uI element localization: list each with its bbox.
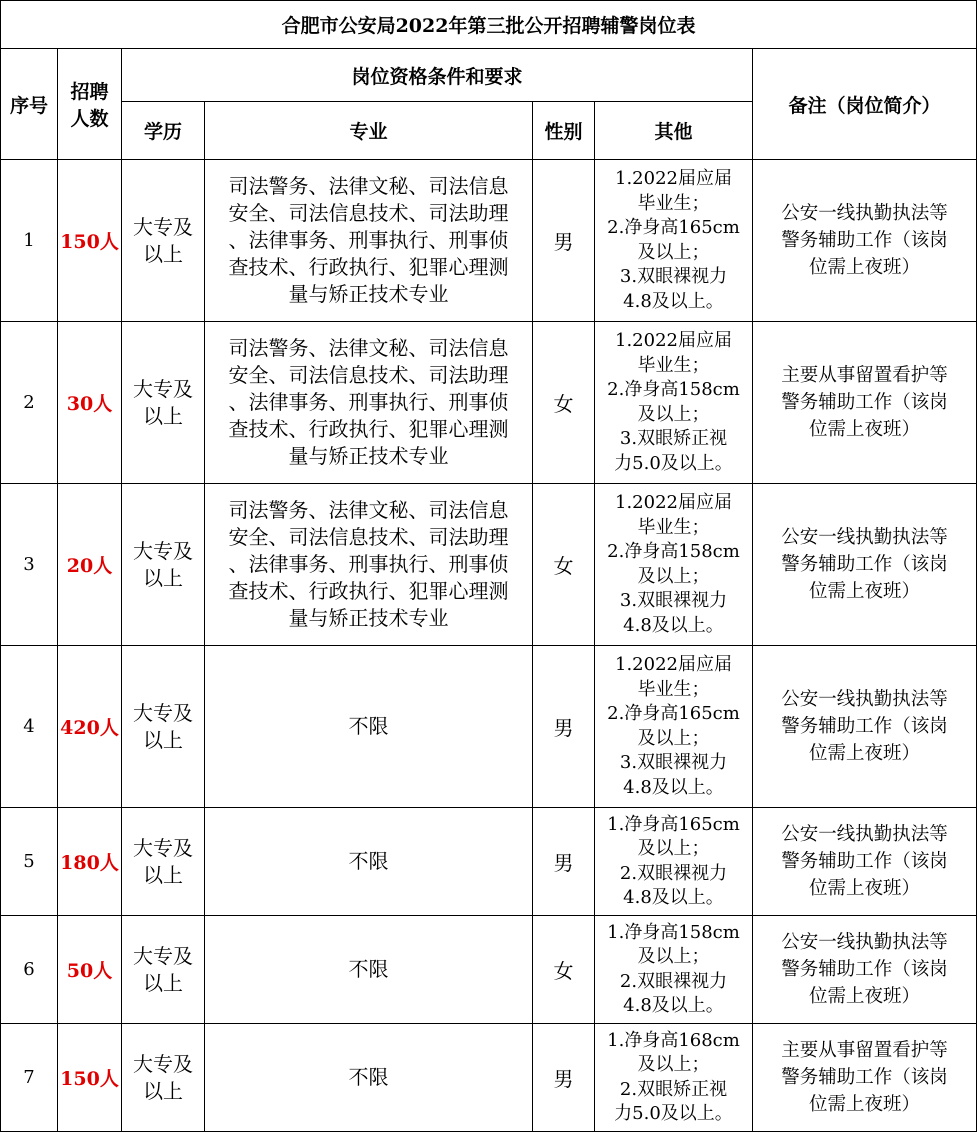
cell-education: [122, 808, 205, 916]
cell-other: [595, 916, 753, 1024]
cell-major-line: 查技术、行政执行、犯罪心理测: [228, 579, 509, 603]
cell-major: [205, 322, 533, 484]
cell-count: 50人: [58, 916, 122, 1024]
cell-major-line: 、法律事务、刑事执行、刑事侦: [228, 228, 509, 252]
cell-education-line: 以上: [143, 727, 183, 752]
cell-education-line: 以上: [143, 970, 183, 995]
cell-other-line: 1.2022届应届: [615, 168, 732, 189]
cell-other-line: 2.净身高158cm: [607, 379, 740, 400]
cell-education: [122, 646, 205, 808]
cell-other-line: 力5.0及以上。: [614, 1103, 733, 1124]
cell-seq: 6: [1, 916, 58, 1024]
cell-remarks-line: 位需上夜班）: [809, 257, 921, 278]
cell-major: [205, 916, 533, 1024]
cell-major-line: 司法警务、法律文秘、司法信息: [228, 498, 509, 522]
header-remarks: 备注（岗位简介）: [753, 49, 977, 160]
cell-count: 20人: [58, 484, 122, 646]
cell-other-line: 4.8及以上。: [623, 887, 724, 908]
cell-other-line: 2.双眼矫正视: [619, 1078, 728, 1100]
cell-remarks-line: 主要从事留置看护等: [781, 1040, 948, 1061]
header-count: [58, 49, 122, 160]
cell-other-line: 及以上；: [637, 1054, 710, 1075]
header-row-group: [1, 49, 977, 102]
cell-major-line: 不限: [348, 714, 389, 738]
cell-other-line: 3.双眼裸视力: [619, 752, 728, 773]
cell-major: [205, 484, 533, 646]
cell-remarks: [753, 808, 977, 916]
cell-remarks-line: 公安一线执勤执法等: [781, 689, 948, 710]
cell-other-line: 2.双眼裸视力: [619, 862, 728, 884]
cell-other-line: 2.净身高165cm: [607, 703, 740, 724]
cell-education-line: 大专及: [133, 1051, 193, 1076]
cell-other-line: 2.净身高158cm: [607, 541, 740, 562]
cell-other: [595, 646, 753, 808]
header-count-line1: 招聘: [70, 81, 109, 103]
cell-remarks-line: 位需上夜班）: [809, 743, 921, 764]
table-row: [1, 322, 977, 484]
cell-count: 180人: [58, 808, 122, 916]
cell-seq: 7: [1, 1024, 58, 1132]
cell-other-line: 毕业生；: [637, 354, 710, 376]
cell-major-line: 不限: [348, 1065, 389, 1089]
cell-gender: 男: [533, 808, 595, 916]
cell-other-line: 毕业生；: [637, 516, 710, 538]
cell-education-line: 以上: [143, 1078, 183, 1103]
cell-major-line: 司法警务、法律文秘、司法信息: [228, 174, 509, 198]
cell-seq: 1: [1, 160, 58, 322]
header-requirements: 岗位资格条件和要求: [122, 49, 753, 102]
cell-other-line: 1.净身高165cm: [607, 813, 740, 835]
cell-education: [122, 160, 205, 322]
cell-education-line: 大专及: [133, 943, 193, 968]
cell-education-line: 以上: [143, 565, 183, 590]
cell-remarks-line: 位需上夜班）: [809, 1094, 921, 1115]
cell-remarks-line: 警务辅助工作（该岗: [781, 230, 948, 251]
cell-remarks-line: 位需上夜班）: [809, 986, 921, 1007]
table-row: [1, 1024, 977, 1132]
cell-remarks: [753, 646, 977, 808]
cell-other-line: 3.双眼矫正视: [619, 428, 728, 449]
cell-remarks-line: 警务辅助工作（该岗: [781, 716, 948, 737]
cell-remarks-line: 公安一线执勤执法等: [781, 932, 948, 953]
cell-remarks: [753, 916, 977, 1024]
cell-other-line: 毕业生；: [637, 678, 710, 700]
cell-remarks: [753, 160, 977, 322]
table-row: [1, 484, 977, 646]
title-row: [1, 1, 977, 49]
cell-gender: 女: [533, 322, 595, 484]
cell-education: [122, 916, 205, 1024]
cell-major-line: 查技术、行政执行、犯罪心理测: [228, 255, 509, 279]
table-row: [1, 808, 977, 916]
cell-other-line: 1.2022届应届: [615, 330, 732, 351]
cell-other: [595, 160, 753, 322]
cell-major-line: 不限: [348, 957, 389, 981]
cell-gender: 男: [533, 646, 595, 808]
cell-remarks-line: 警务辅助工作（该岗: [781, 1067, 948, 1088]
cell-education: [122, 484, 205, 646]
cell-remarks-line: 公安一线执勤执法等: [781, 527, 948, 548]
cell-major: [205, 808, 533, 916]
cell-remarks-line: 警务辅助工作（该岗: [781, 392, 948, 413]
cell-education: [122, 1024, 205, 1132]
cell-major-line: 司法警务、法律文秘、司法信息: [228, 336, 509, 360]
cell-other-line: 及以上；: [637, 946, 710, 967]
cell-other-line: 4.8及以上。: [623, 290, 724, 312]
cell-gender: 男: [533, 160, 595, 322]
cell-education-line: 以上: [143, 241, 183, 266]
cell-gender: 男: [533, 1024, 595, 1132]
cell-other-line: 及以上；: [637, 838, 710, 859]
cell-other-line: 及以上；: [637, 565, 710, 587]
cell-other-line: 2.双眼裸视力: [619, 970, 728, 992]
cell-seq: 3: [1, 484, 58, 646]
cell-major-line: 查技术、行政执行、犯罪心理测: [228, 417, 509, 441]
cell-other: [595, 1024, 753, 1132]
cell-other-line: 1.净身高168cm: [607, 1029, 740, 1051]
cell-other-line: 4.8及以上。: [623, 614, 724, 636]
cell-remarks-line: 主要从事留置看护等: [781, 365, 948, 386]
cell-remarks-line: 位需上夜班）: [809, 878, 921, 899]
cell-other-line: 1.2022届应届: [615, 492, 732, 513]
cell-major-line: 安全、司法信息技术、司法助理: [228, 525, 509, 549]
cell-remarks-line: 公安一线执勤执法等: [781, 203, 948, 224]
cell-major-line: 、法律事务、刑事执行、刑事侦: [228, 552, 509, 576]
cell-other-line: 及以上；: [637, 403, 710, 425]
cell-remarks-line: 公安一线执勤执法等: [781, 824, 948, 845]
cell-count: 150人: [58, 1024, 122, 1132]
header-count-line2: 人数: [70, 108, 109, 130]
cell-education-line: 以上: [143, 862, 183, 887]
cell-remarks-line: 警务辅助工作（该岗: [781, 851, 948, 872]
table-title: 合肥市公安局2022年第三批公开招聘辅警岗位表: [1, 1, 977, 49]
header-other: 其他: [595, 102, 753, 160]
cell-major-line: 量与矫正技术专业: [288, 282, 449, 306]
cell-education-line: 大专及: [133, 214, 193, 239]
cell-remarks-line: 警务辅助工作（该岗: [781, 959, 948, 980]
cell-remarks-line: 警务辅助工作（该岗: [781, 554, 948, 575]
table-row: [1, 160, 977, 322]
cell-other: [595, 484, 753, 646]
cell-other-line: 力5.0及以上。: [614, 452, 733, 474]
cell-major-line: 、法律事务、刑事执行、刑事侦: [228, 390, 509, 414]
cell-major-line: 量与矫正技术专业: [288, 444, 449, 468]
cell-other-line: 4.8及以上。: [623, 995, 724, 1016]
cell-other-line: 1.2022届应届: [615, 654, 732, 675]
cell-count: 420人: [58, 646, 122, 808]
cell-seq: 2: [1, 322, 58, 484]
cell-major: [205, 646, 533, 808]
cell-remarks-line: 位需上夜班）: [809, 581, 921, 602]
cell-education-line: 大专及: [133, 700, 193, 725]
cell-major-line: 安全、司法信息技术、司法助理: [228, 201, 509, 225]
cell-seq: 5: [1, 808, 58, 916]
cell-major-line: 量与矫正技术专业: [288, 606, 449, 630]
header-seq: 序号: [1, 49, 58, 160]
cell-education-line: 大专及: [133, 538, 193, 563]
cell-other-line: 3.双眼裸视力: [619, 590, 728, 611]
cell-remarks: [753, 1024, 977, 1132]
cell-major-line: 安全、司法信息技术、司法助理: [228, 363, 509, 387]
cell-education-line: 大专及: [133, 376, 193, 401]
header-education: 学历: [122, 102, 205, 160]
cell-other-line: 1.净身高158cm: [607, 921, 740, 943]
cell-other: [595, 808, 753, 916]
cell-education-line: 大专及: [133, 835, 193, 860]
cell-major: [205, 1024, 533, 1132]
cell-other-line: 4.8及以上。: [623, 776, 724, 798]
header-major: 专业: [205, 102, 533, 160]
cell-remarks: [753, 322, 977, 484]
cell-remarks-line: 位需上夜班）: [809, 419, 921, 440]
cell-count: 150人: [58, 160, 122, 322]
cell-other-line: 2.净身高165cm: [607, 217, 740, 238]
cell-gender: 女: [533, 916, 595, 1024]
cell-education: [122, 322, 205, 484]
cell-other-line: 及以上；: [637, 241, 710, 263]
cell-gender: 女: [533, 484, 595, 646]
table-row: [1, 646, 977, 808]
cell-education-line: 以上: [143, 403, 183, 428]
header-gender: 性别: [533, 102, 595, 160]
cell-other: [595, 322, 753, 484]
cell-count: 30人: [58, 322, 122, 484]
cell-other-line: 及以上；: [637, 727, 710, 749]
cell-other-line: 3.双眼裸视力: [619, 266, 728, 287]
table-row: [1, 916, 977, 1024]
cell-major: [205, 160, 533, 322]
cell-seq: 4: [1, 646, 58, 808]
table-body: [1, 1, 977, 1132]
cell-major-line: 不限: [348, 849, 389, 873]
cell-other-line: 毕业生；: [637, 192, 710, 214]
cell-remarks: [753, 484, 977, 646]
